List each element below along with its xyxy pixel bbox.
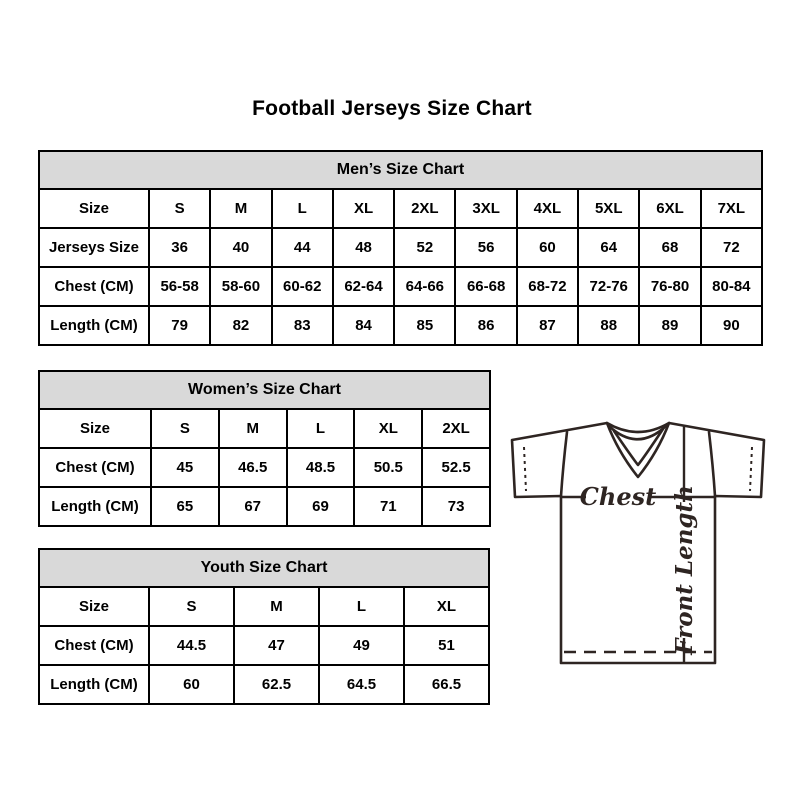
value-cell: 88 <box>578 306 639 345</box>
value-cell: M <box>219 409 287 448</box>
row-header-cell: Size <box>39 409 151 448</box>
value-cell: 60 <box>149 665 234 704</box>
value-cell: 90 <box>701 306 762 345</box>
chest-label: Chest <box>579 482 657 511</box>
mens-size-table <box>38 150 763 346</box>
value-cell: 85 <box>394 306 455 345</box>
value-cell: 45 <box>151 448 219 487</box>
mens-section-title: Men’s Size Chart <box>39 151 762 189</box>
row-header-cell: Size <box>39 587 149 626</box>
value-cell: XL <box>404 587 489 626</box>
value-cell: 66.5 <box>404 665 489 704</box>
value-cell: S <box>149 587 234 626</box>
value-cell: 51 <box>404 626 489 665</box>
table-row <box>39 587 489 626</box>
value-cell: 65 <box>151 487 219 526</box>
table-row <box>39 626 489 665</box>
value-cell: 80-84 <box>701 267 762 306</box>
table-row <box>39 189 762 228</box>
value-cell: 76-80 <box>639 267 700 306</box>
value-cell: S <box>151 409 219 448</box>
value-cell: 69 <box>287 487 355 526</box>
value-cell: 52 <box>394 228 455 267</box>
value-cell: 46.5 <box>219 448 287 487</box>
value-cell: 58-60 <box>210 267 271 306</box>
value-cell: 71 <box>354 487 422 526</box>
value-cell: 60 <box>517 228 578 267</box>
table-row <box>39 487 490 526</box>
value-cell: 4XL <box>517 189 578 228</box>
value-cell: 52.5 <box>422 448 490 487</box>
table-row <box>39 267 762 306</box>
youth-size-table <box>38 548 490 705</box>
table-row <box>39 409 490 448</box>
value-cell: 2XL <box>394 189 455 228</box>
row-header-cell: Size <box>39 189 149 228</box>
value-cell: 89 <box>639 306 700 345</box>
value-cell: L <box>272 189 333 228</box>
table-row <box>39 665 489 704</box>
table-row <box>39 448 490 487</box>
value-cell: 64-66 <box>394 267 455 306</box>
value-cell: 83 <box>272 306 333 345</box>
value-cell: 72 <box>701 228 762 267</box>
row-header-cell: Length (CM) <box>39 665 149 704</box>
row-header-cell: Chest (CM) <box>39 626 149 665</box>
value-cell: 56-58 <box>149 267 210 306</box>
value-cell: 67 <box>219 487 287 526</box>
value-cell: M <box>210 189 271 228</box>
value-cell: 40 <box>210 228 271 267</box>
value-cell: 62-64 <box>333 267 394 306</box>
value-cell: 82 <box>210 306 271 345</box>
value-cell: 68 <box>639 228 700 267</box>
value-cell: 36 <box>149 228 210 267</box>
value-cell: L <box>287 409 355 448</box>
value-cell: XL <box>333 189 394 228</box>
value-cell: L <box>319 587 404 626</box>
jersey-outline <box>512 423 764 663</box>
value-cell: 72-76 <box>578 267 639 306</box>
value-cell: 44 <box>272 228 333 267</box>
value-cell: XL <box>354 409 422 448</box>
value-cell: 64.5 <box>319 665 404 704</box>
value-cell: 50.5 <box>354 448 422 487</box>
value-cell: 48.5 <box>287 448 355 487</box>
table-row <box>39 306 762 345</box>
value-cell: 56 <box>455 228 516 267</box>
row-header-cell: Chest (CM) <box>39 267 149 306</box>
page-title: Football Jerseys Size Chart <box>252 97 532 120</box>
youth-section-title: Youth Size Chart <box>39 549 489 587</box>
value-cell: 2XL <box>422 409 490 448</box>
value-cell: 60-62 <box>272 267 333 306</box>
value-cell: 84 <box>333 306 394 345</box>
value-cell: 48 <box>333 228 394 267</box>
value-cell: 49 <box>319 626 404 665</box>
row-header-cell: Chest (CM) <box>39 448 151 487</box>
value-cell: 66-68 <box>455 267 516 306</box>
value-cell: 7XL <box>701 189 762 228</box>
value-cell: 86 <box>455 306 516 345</box>
value-cell: 44.5 <box>149 626 234 665</box>
jersey-measurement-diagram <box>500 400 780 680</box>
value-cell: 79 <box>149 306 210 345</box>
front-length-label: Front Length <box>671 485 698 655</box>
value-cell: 47 <box>234 626 319 665</box>
value-cell: 64 <box>578 228 639 267</box>
value-cell: M <box>234 587 319 626</box>
value-cell: 5XL <box>578 189 639 228</box>
value-cell: 87 <box>517 306 578 345</box>
table-row <box>39 228 762 267</box>
row-header-cell: Length (CM) <box>39 306 149 345</box>
womens-size-table <box>38 370 491 527</box>
row-header-cell: Length (CM) <box>39 487 151 526</box>
value-cell: S <box>149 189 210 228</box>
row-header-cell: Jerseys Size <box>39 228 149 267</box>
womens-section-title: Women’s Size Chart <box>39 371 490 409</box>
value-cell: 73 <box>422 487 490 526</box>
value-cell: 62.5 <box>234 665 319 704</box>
value-cell: 3XL <box>455 189 516 228</box>
value-cell: 68-72 <box>517 267 578 306</box>
value-cell: 6XL <box>639 189 700 228</box>
